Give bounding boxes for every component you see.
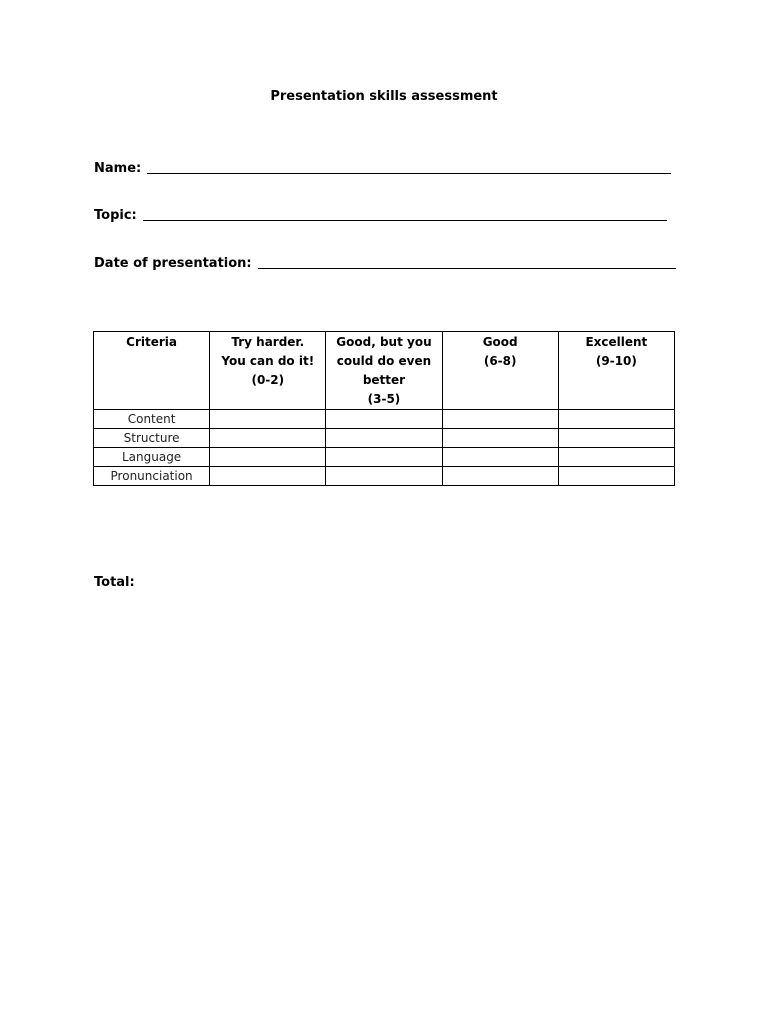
score-cell[interactable] [326, 410, 442, 429]
score-cell[interactable] [442, 410, 558, 429]
header-text: Good [482, 335, 518, 349]
table-row [94, 467, 675, 486]
header-try-harder [210, 332, 326, 410]
score-cell[interactable] [326, 429, 442, 448]
header-text: Criteria [126, 335, 178, 349]
score-cell[interactable] [326, 467, 442, 486]
name-blank-line[interactable] [147, 172, 671, 174]
header-text: Excellent [585, 335, 648, 349]
name-label: Name: [94, 161, 142, 176]
score-cell[interactable] [558, 410, 674, 429]
score-cell[interactable] [210, 467, 326, 486]
table-row [94, 448, 675, 467]
score-cell[interactable] [210, 429, 326, 448]
header-text: Good, but you [336, 335, 432, 349]
score-cell[interactable] [210, 448, 326, 467]
topic-blank-line[interactable] [143, 219, 667, 221]
score-cell[interactable] [442, 448, 558, 467]
header-text: (0-2) [251, 373, 285, 387]
header-good-but-better [326, 332, 442, 410]
header-good [442, 332, 558, 410]
score-cell[interactable] [442, 429, 558, 448]
score-cell[interactable] [326, 448, 442, 467]
date-blank-line[interactable] [258, 267, 676, 269]
topic-field [94, 208, 667, 223]
score-cell[interactable] [558, 429, 674, 448]
table-row [94, 429, 675, 448]
assessment-table [93, 331, 675, 486]
criteria-structure: Structure [94, 429, 210, 448]
table-header-row [94, 332, 675, 410]
total-label: Total: [94, 575, 135, 590]
header-criteria [94, 332, 210, 410]
table-row [94, 410, 675, 429]
page-title: Presentation skills assessment [270, 89, 498, 104]
header-text: (6-8) [483, 354, 517, 368]
header-text: You can do it! [221, 354, 315, 368]
criteria-pronunciation: Pronunciation [94, 467, 210, 486]
score-cell[interactable] [558, 448, 674, 467]
date-label: Date of presentation: [94, 256, 252, 271]
score-cell[interactable] [210, 410, 326, 429]
header-excellent [558, 332, 674, 410]
date-field [94, 256, 676, 271]
topic-label: Topic: [94, 208, 137, 223]
name-field [94, 161, 671, 176]
header-text: (9-10) [595, 354, 637, 368]
score-cell[interactable] [558, 467, 674, 486]
header-text: better [362, 373, 406, 387]
header-text: could do even [336, 354, 432, 368]
score-cell[interactable] [442, 467, 558, 486]
header-text: (3-5) [367, 392, 401, 406]
criteria-content: Content [94, 410, 210, 429]
header-text: Try harder. [231, 335, 305, 349]
criteria-language: Language [94, 448, 210, 467]
